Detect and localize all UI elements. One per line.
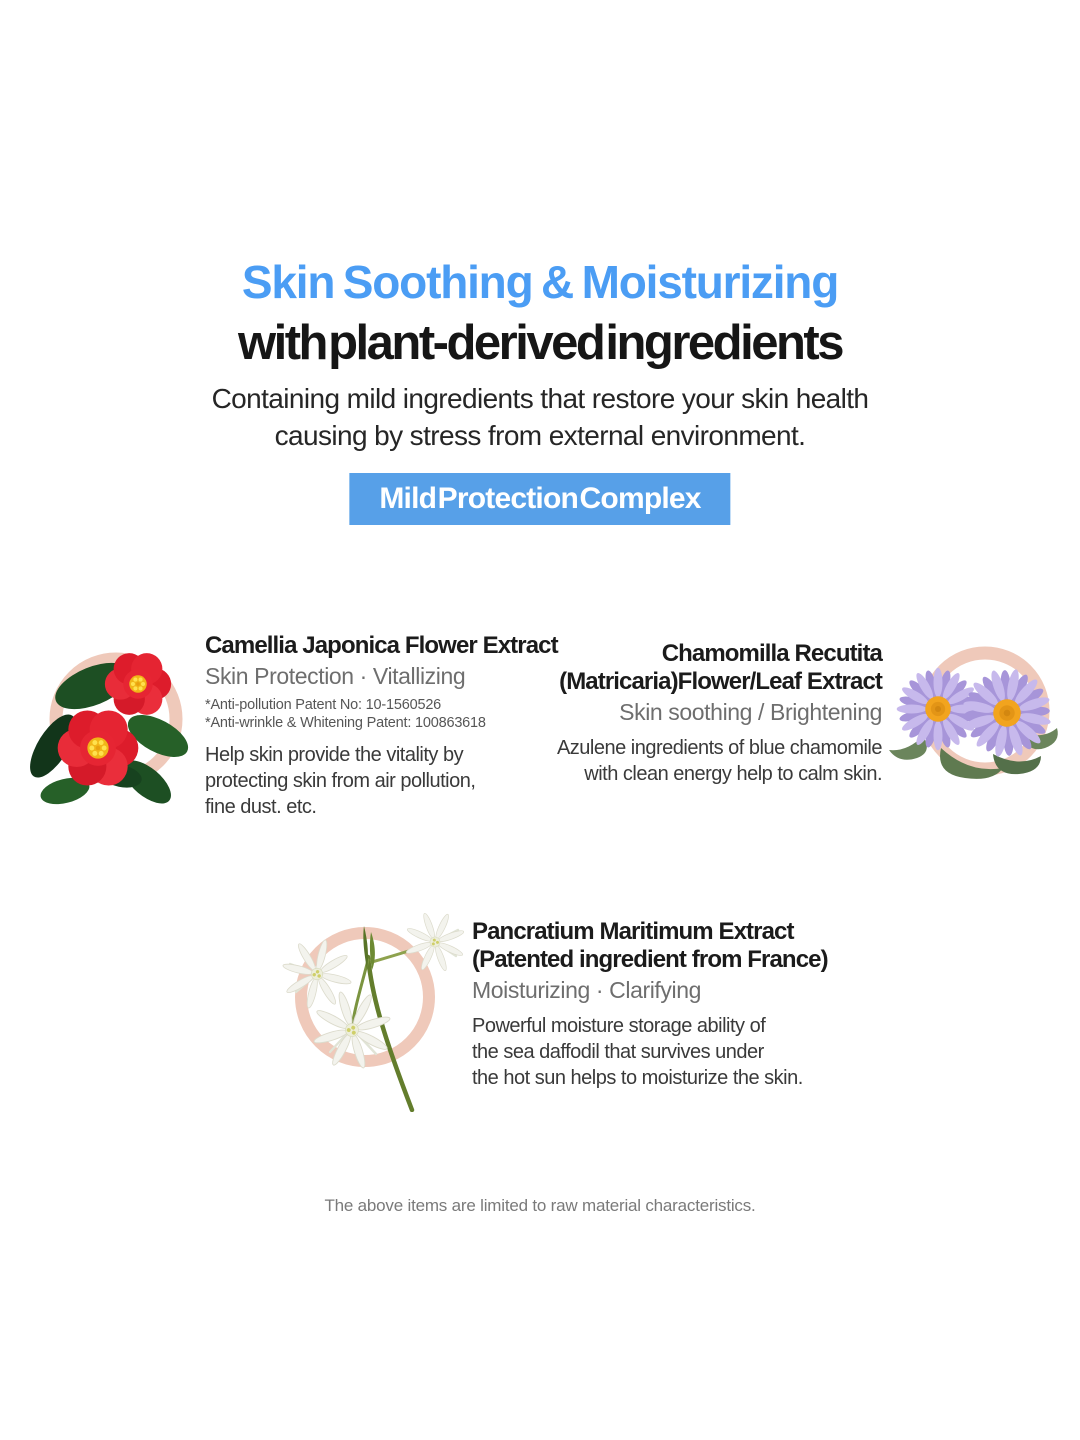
header-description-line1: Containing mild ingredients that restore your skin health [211,383,869,414]
camellia-description-line1: Help skin provide the vitality by [205,744,464,766]
chamomilla-section [557,640,882,787]
camellia-section [205,632,558,820]
sea-daffodil-image [272,912,467,1112]
camellia-benefit-label: Skin Protection · Vitallizing [205,663,466,689]
camellia-patent-notes [205,696,558,732]
camellia-title: Camellia Japonica Flower Extract [205,632,558,659]
mild-protection-complex-banner: Mild Protection Complex [349,473,730,525]
chamomilla-benefit-label: Skin soothing / Brightening [619,699,882,725]
pancratium-description-line1: Powerful moisture storage ability of [472,1015,766,1037]
camellia-patent-note-2: *Anti-wrinkle & Whitening Patent: 100863618 [205,715,486,731]
footer-disclaimer: The above items are limited to raw material characteristics. [324,1196,756,1215]
pancratium-description-line3: the hot sun helps to moisturize the skin. [472,1067,803,1089]
header-description-line2: causing by stress from external environment. [274,420,806,451]
chamomilla-description-line1: Azulene ingredients of blue chamomile [556,737,882,759]
pancratium-description-line2: the sea daffodil that survives under [472,1041,764,1063]
header-description [0,380,1080,454]
pancratium-title-line1: Pancratium Maritimum Extract [472,918,794,945]
camellia-flowers-image [15,636,195,821]
camellia-description-line2: protecting skin from air pollution, [205,770,476,792]
pancratium-benefit-label: Moisturizing · Clarifying [472,977,702,1003]
pancratium-title-line2: (Patented ingredient from France) [472,946,828,973]
pancratium-description [472,1013,828,1091]
chamomilla-description-line2: with clean energy help to calm skin. [584,763,882,785]
camellia-description-line3: fine dust. etc. [205,796,317,818]
chamomilla-title-line2: (Matricaria)Flower/Leaf Extract [559,668,882,695]
page-subtitle: with plant-derived ingredients [238,315,842,370]
camellia-patent-note-1: *Anti-pollution Patent No: 10-1560526 [205,697,442,713]
camellia-description [205,742,558,820]
chamomilla-title-line1: Chamomilla Recutita [661,640,882,667]
pancratium-title [472,918,828,974]
chamomilla-title [557,640,882,696]
chamomile-flowers-image [863,636,1070,826]
pancratium-section [472,918,828,1091]
page-title: Skin Soothing & Moisturizing [241,255,839,308]
chamomilla-description [557,735,882,787]
